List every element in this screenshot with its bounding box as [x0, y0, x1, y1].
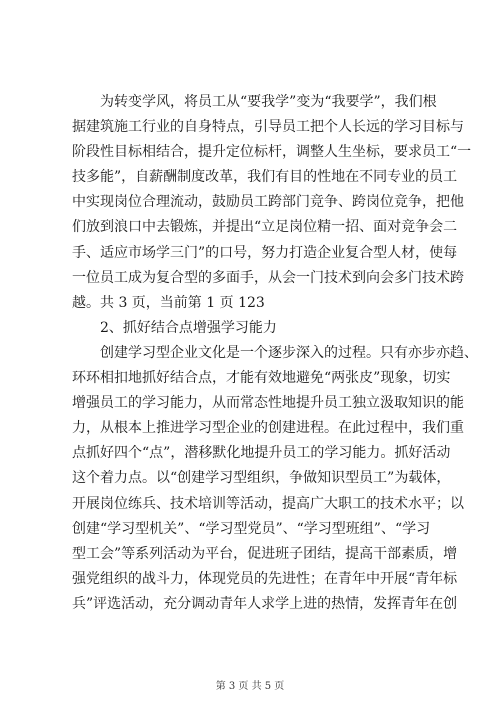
text-line: 们放到浪口中去锻炼，并提出“立足岗位精一招、面对竞争会二: [72, 219, 458, 236]
text-line: 手、适应市场学三门”的口号，努力打造企业复合型人材，使每: [72, 244, 458, 261]
text-line: 阶段性目标相结合，提升定位标杆，调整人生坐标，要求员工“一: [72, 144, 472, 161]
text-line: 环环相扣地抓好结合点，才能有效地避免“两张皮”现象，切实: [72, 370, 451, 387]
text-line: 力，从根本上推进学习型企业的创建进程。在此过程中，我们重: [72, 420, 464, 437]
paragraph: [72, 90, 472, 316]
text-line: 这个着力点。以“创建学习型组织，争做知识型员工”为载体，: [72, 470, 451, 487]
text-line: 越。共 3 页，当前第 1 页 123: [72, 294, 265, 311]
text-line: 增强员工的学习能力，从而常态性地提升员工独立汲取知识的能: [72, 395, 464, 412]
text-line: 型工会”等系列活动为平台，促进班子团结，提高干部素质，增: [72, 545, 458, 562]
section-heading: [72, 316, 427, 341]
document-body: [72, 90, 478, 617]
text-line: 点抓好四个“点”，潜移默化地提升员工的学习能力。抓好活动: [72, 445, 451, 462]
paragraph: [72, 341, 478, 617]
text-line: 兵”评选活动，充分调动青年人求学上进的热情，发挥青年在创: [72, 595, 458, 612]
text-line: 据建筑施工行业的自身特点，引导员工把个人长远的学习目标与: [72, 119, 464, 136]
text-line: 一位员工成为复合型的多面手，从会一门技术到向会多门技术跨: [72, 269, 464, 286]
text-line: 开展岗位练兵、技术培训等活动，提高广大职工的技术水平；以: [72, 495, 464, 512]
text-line: 为转变学风，将员工从“要我学”变为“我要学”，我们根: [100, 94, 437, 110]
text-line: 技多能”，自薪酬制度改革，我们有目的性地在不同专业的员工: [72, 169, 458, 186]
page-footer: 第 3 页 共 5 页: [215, 681, 285, 692]
text-line: 创建“学习型机关”、“学习型党员”、“学习型班组”、“学习: [72, 520, 431, 537]
text-line: 创建学习型企业文化是一个逐步深入的过程。只有亦步亦趋、: [100, 344, 478, 361]
text-line: 强党组织的战斗力，体现党员的先进性；在青年中开展“青年标: [72, 570, 458, 587]
heading-line: 2、抓好结合点增强学习能力: [100, 319, 277, 336]
text-line: 中实现岗位合理流动，鼓励员工跨部门竞争、跨岗位竞争，把他: [72, 194, 464, 211]
